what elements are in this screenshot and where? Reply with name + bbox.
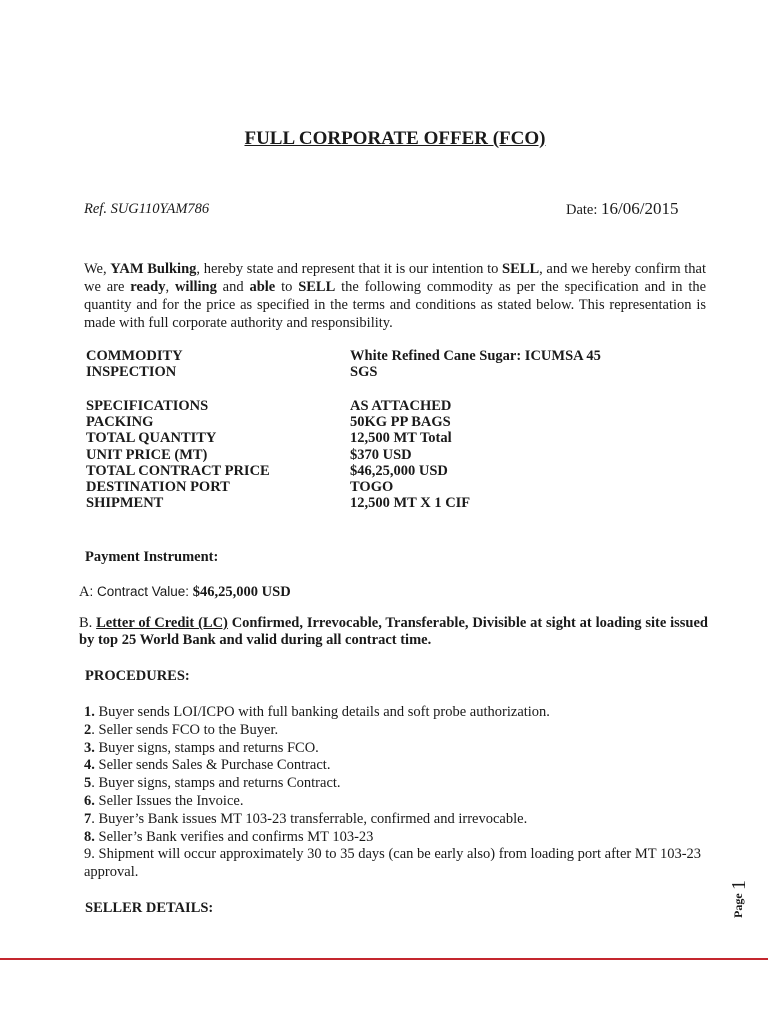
step-number: 7	[84, 810, 92, 827]
procedures-list	[84, 704, 708, 882]
document-title: FULL CORPORATE OFFER (FCO)	[244, 128, 546, 149]
step-number: 4.	[84, 757, 95, 774]
date-label: Date:	[566, 202, 598, 218]
intro-text: the following commodity as per the specification and in the quantity and for the price as specified in the terms and conditions as stated below. This representation is made with full corporate authority and responsibility.	[84, 279, 707, 331]
spec-row	[86, 447, 470, 463]
step-number: 9	[84, 846, 92, 863]
spec-key: INSPECTION	[86, 364, 177, 381]
step-number: 1.	[84, 704, 95, 720]
list-item	[84, 811, 708, 829]
spec-row	[86, 364, 601, 380]
step-text: . Buyer signs, stamps and returns Contract.	[91, 775, 341, 792]
step-number: 5	[84, 775, 92, 792]
spec-row	[86, 495, 470, 511]
page-number-marker	[727, 874, 753, 920]
spec-row	[86, 463, 470, 479]
intro-text: , hereby state and represent that it is our intention to	[196, 261, 503, 277]
spec-key: COMMODITY	[86, 348, 183, 364]
spec-value: $370 USD	[350, 446, 412, 463]
payment-option-a	[79, 584, 291, 601]
reference-number: Ref. SUG110YAM786	[84, 201, 210, 217]
payment-a-label: : Contract Value:	[89, 584, 193, 599]
intro-text: ,	[165, 279, 175, 295]
intro-emphasis: ready	[130, 279, 166, 295]
spec-key: SHIPMENT	[86, 495, 164, 512]
spec-value: AS ATTACHED	[350, 398, 452, 414]
spec-value: 12,500 MT Total	[350, 430, 452, 447]
list-item	[84, 757, 708, 775]
payment-b-letter: B	[79, 615, 89, 631]
company-name: YAM Bulking	[110, 261, 197, 277]
spec-row	[86, 348, 601, 364]
spec-value: TOGO	[350, 479, 394, 496]
spec-row	[86, 398, 470, 414]
step-text: . Buyer’s Bank issues MT 103-23 transferrable, confirmed and irrevocable.	[91, 810, 528, 827]
date-line	[566, 199, 678, 219]
step-text: Seller Issues the Invoice.	[94, 792, 244, 809]
step-number: 6.	[84, 792, 95, 809]
step-number: 8.	[84, 828, 95, 845]
spec-value: $46,25,000 USD	[350, 462, 448, 479]
spec-key: TOTAL QUANTITY	[86, 430, 217, 447]
payment-heading: Payment Instrument:	[85, 549, 219, 565]
spec-key: UNIT PRICE (MT)	[86, 446, 208, 463]
list-item	[84, 829, 708, 847]
payment-b-text: Confirmed, Irrevocable, Transferable, Divisible at sight at loading site issued by top 25 World Bank and valid during all contract time.	[79, 615, 708, 648]
spec-table-commodity	[86, 348, 601, 380]
spec-value: 12,500 MT X 1 CIF	[350, 495, 471, 512]
step-text: Buyer sends LOI/ICPO with full banking details and soft probe authorization.	[94, 704, 550, 720]
intro-emphasis: SELL	[502, 261, 540, 277]
seller-details-heading: SELLER DETAILS:	[85, 900, 214, 916]
spec-key: SPECIFICATIONS	[86, 398, 209, 414]
intro-text: and	[216, 279, 250, 295]
date-value: 16/06/2015	[601, 199, 679, 218]
spec-row	[86, 479, 470, 495]
spec-row	[86, 430, 470, 446]
payment-a-value: $46,25,000 USD	[192, 584, 291, 600]
list-item	[84, 846, 708, 882]
list-item	[84, 793, 708, 811]
page-number-graphic	[727, 874, 753, 920]
page-number: 1	[728, 880, 750, 890]
step-text: . Shipment will occur approximately 30 to 35 days (can be early also) from loading port after MT 103-23 approval.	[84, 846, 702, 881]
intro-emphasis: able	[249, 279, 276, 295]
spec-key: PACKING	[86, 414, 154, 431]
footer-rule	[0, 958, 768, 960]
intro-text: , and we hereby confirm that we are	[84, 261, 707, 295]
list-item	[84, 704, 708, 722]
payment-option-b	[79, 615, 708, 649]
procedures-heading: PROCEDURES:	[85, 668, 190, 684]
spec-key: TOTAL CONTRACT PRICE	[86, 462, 270, 479]
intro-text: to	[275, 279, 299, 295]
list-item	[84, 722, 708, 740]
step-text: Seller’s Bank verifies and confirms MT 103-23	[94, 828, 374, 845]
spec-table-details	[86, 398, 470, 511]
step-text: Seller sends Sales & Purchase Contract.	[94, 757, 331, 774]
spec-value: 50KG PP BAGS	[350, 414, 451, 431]
step-number: 2	[84, 721, 92, 738]
page-label: Page	[731, 893, 745, 918]
list-item	[84, 775, 708, 793]
step-text: Buyer signs, stamps and returns FCO.	[94, 739, 319, 756]
spec-value: SGS	[350, 364, 378, 381]
intro-emphasis: SELL	[298, 279, 336, 295]
spec-value: White Refined Cane Sugar: ICUMSA 45	[350, 348, 601, 364]
payment-a-letter: A	[79, 584, 90, 600]
letter-of-credit: Letter of Credit (LC)	[96, 615, 228, 631]
intro-emphasis: willing	[174, 279, 217, 295]
intro-paragraph	[84, 260, 706, 332]
list-item	[84, 740, 708, 758]
spec-row	[86, 414, 470, 430]
step-number: 3.	[84, 739, 95, 756]
spec-key: DESTINATION PORT	[86, 479, 230, 496]
step-text: . Seller sends FCO to the Buyer.	[91, 721, 279, 738]
intro-text: We,	[84, 261, 107, 277]
payment-b-sep: .	[88, 615, 97, 631]
